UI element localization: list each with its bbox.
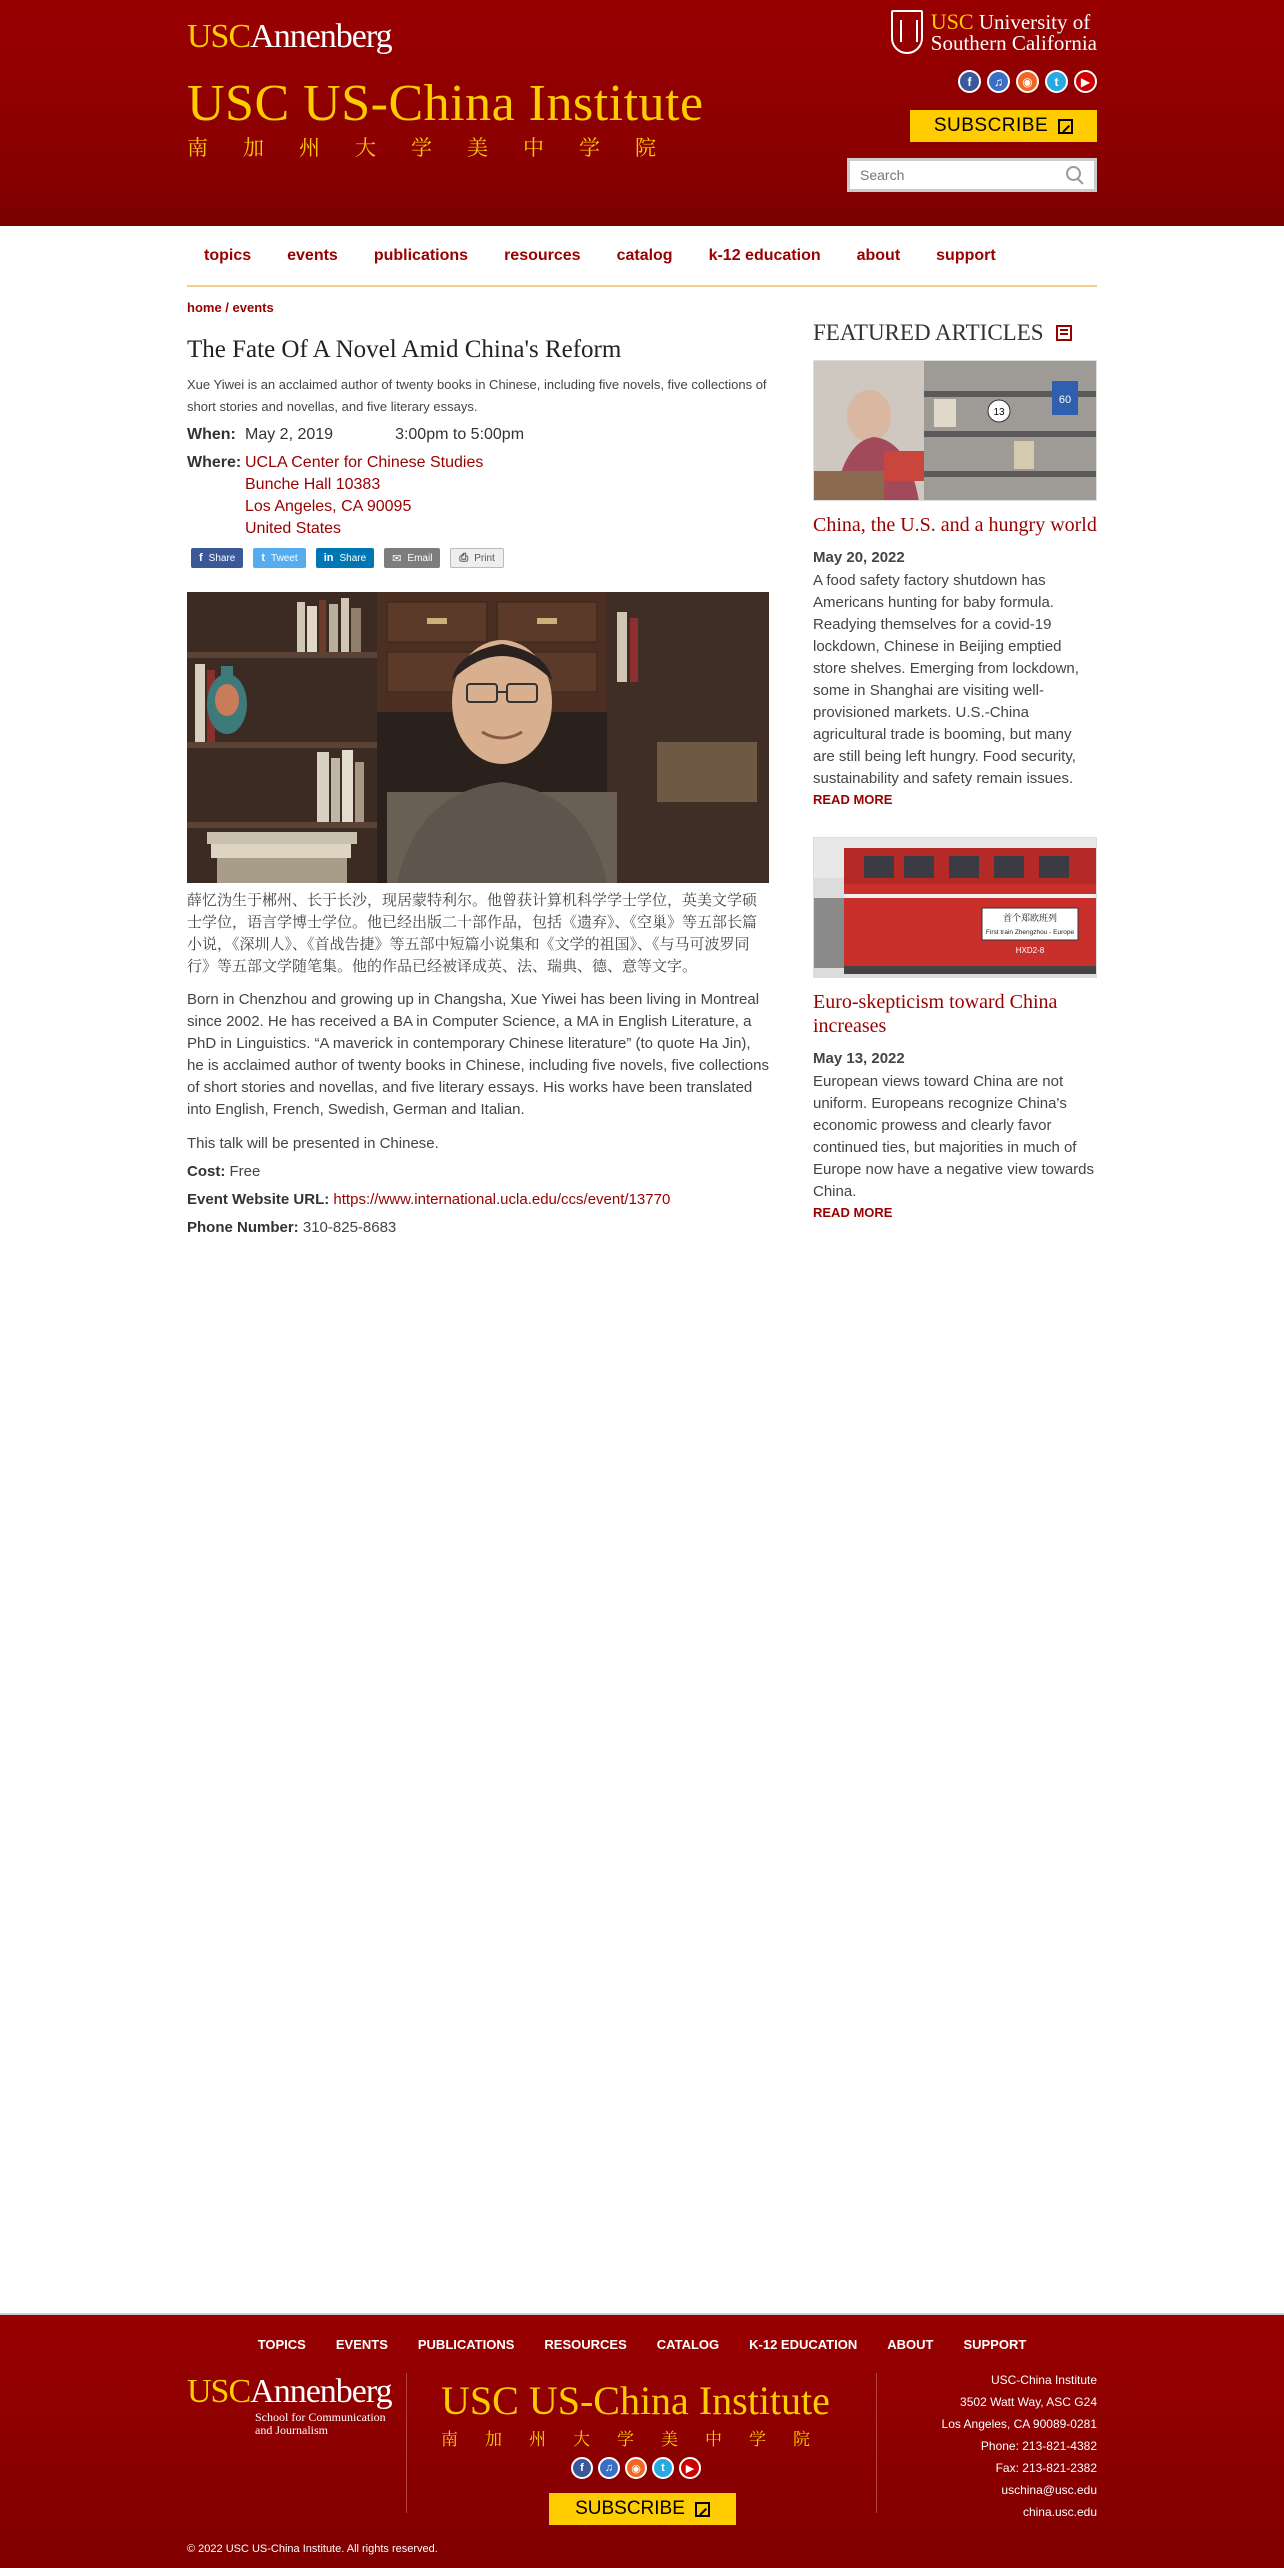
email-icon: ✉ <box>392 552 402 565</box>
print-icon: ⎙ <box>459 551 469 564</box>
itunes-icon[interactable]: ♫ <box>987 70 1010 93</box>
author-bio-english: Born in Chenzhou and growing up in Changsha, Xue Yiwei has been living in Montreal since 2002. He has received a BA in Computer Science, a MA in English Literature, a PhD in Linguistics. “A maverick in contemporary Chinese literature” (to quote Ha Jin), he is acclaimed author of twenty books in Chinese, including five novels, five collections of short stories and novellas, and five literary essays. His works have been translated into English, French, Swedish, German and Italian. <box>187 991 769 1118</box>
featured-article-image[interactable] <box>813 360 1097 501</box>
footer-institute <box>407 2373 877 2519</box>
footer-nav-topics[interactable]: TOPICS <box>257 2337 306 2352</box>
footer-nav-resources[interactable]: RESOURCES <box>544 2337 627 2352</box>
footer-nav-catalog[interactable]: CATALOG <box>656 2337 720 2352</box>
where-label: Where: <box>187 454 242 471</box>
usc-shield-icon <box>891 10 923 54</box>
footer-annenberg-logo[interactable] <box>187 2373 407 2513</box>
footer-subscribe-button[interactable] <box>549 2493 736 2525</box>
edit-icon <box>1058 119 1073 134</box>
main-nav <box>187 226 1097 287</box>
institute-title[interactable]: USC US-China Institute <box>187 75 704 132</box>
featured-article-date: May 20, 2022 <box>813 549 905 566</box>
footer-nav-about[interactable]: ABOUT <box>887 2337 934 2352</box>
supermarket-shelves-illustration <box>814 361 1097 501</box>
phone-field <box>187 1217 769 1239</box>
event-url-link[interactable]: https://www.international.ucla.edu/ccs/event/13770 <box>333 1191 671 1208</box>
featured-article-title[interactable]: China, the U.S. and a hungry world <box>813 514 1097 536</box>
event-url-field <box>187 1189 769 1211</box>
nav-item-topics[interactable]: topics <box>204 246 252 264</box>
rss-icon[interactable]: ◉ <box>1016 70 1039 93</box>
site-header <box>0 0 1284 226</box>
cost-label: Cost: <box>187 1163 226 1180</box>
nav-item-events[interactable]: events <box>287 246 338 264</box>
footer-institute-chinese: 南加州大学美中学院 <box>441 2430 837 2450</box>
share-bar <box>191 548 769 568</box>
search-icon[interactable] <box>1066 166 1084 184</box>
featured-article-date: May 13, 2022 <box>813 1050 905 1067</box>
nav-item-about[interactable]: about <box>856 246 901 264</box>
itunes-icon[interactable]: ♫ <box>598 2457 620 2479</box>
footer-annenberg-subtitle-2: and Journalism <box>255 2423 328 2437</box>
rss-icon[interactable]: ◉ <box>625 2457 647 2479</box>
footer-annenberg-wordmark <box>187 2373 406 2411</box>
train-illustration <box>814 838 1097 978</box>
train-number: HXD2-8 <box>1015 946 1045 955</box>
twitter-icon: t <box>261 552 266 564</box>
where-line[interactable]: United States <box>245 520 342 537</box>
author-bio-chinese: 薛忆沩生于郴州、长于长沙，现居蒙特利尔。他曾获计算机科学学士学位，英美文学硕士学位，语言学博士学位。他已经出版二十部作品，包括《遗弃》、《空巢》等五部长篇小说，《深圳人》、《首战告捷》等五部中短篇小说集和《文学的祖国》、《与马可波罗同行》等五部文学随笔集。他的作品已经被译成英、法、瑞典、德、意等文字。 <box>187 891 758 975</box>
email-share-button[interactable] <box>384 548 440 568</box>
contact-fax: Fax: 213-821-2382 <box>995 2461 1097 2475</box>
footer-annenberg-subtitle-1: School for Communication <box>255 2410 386 2424</box>
header-social-links <box>958 70 1097 93</box>
featured-article-title[interactable]: Euro-skepticism toward China increases <box>813 991 1058 1037</box>
event-summary: Xue Yiwei is an acclaimed author of twenty books in Chinese, including five novels, five collections of short stories and novellas, and five literary essays. <box>187 377 767 414</box>
event-article <box>187 336 769 1239</box>
usc-logo[interactable] <box>891 10 1097 54</box>
where-line[interactable]: Los Angeles, CA 90095 <box>245 498 412 515</box>
breadcrumb[interactable]: home / events <box>187 300 274 315</box>
featured-article-image[interactable] <box>813 837 1097 978</box>
facebook-icon[interactable]: f <box>958 70 981 93</box>
event-when <box>187 424 769 446</box>
train-sign-english: First train Zhengzhou - Europe <box>985 929 1075 936</box>
subscribe-button[interactable] <box>910 110 1097 142</box>
read-more-link[interactable]: READ MORE <box>813 792 893 807</box>
footer-contact <box>942 2369 1097 2523</box>
when-label: When: <box>187 426 236 443</box>
contact-city: Los Angeles, CA 90089-0281 <box>941 2417 1097 2431</box>
featured-sidebar <box>813 320 1097 1220</box>
twitter-icon[interactable]: t <box>652 2457 674 2479</box>
event-where <box>187 452 769 540</box>
copyright: © 2022 USC US-China Institute. All rights reserved. <box>187 2543 438 2555</box>
nav-item-support[interactable]: support <box>936 246 996 264</box>
featured-article <box>813 360 1097 807</box>
talk-language-note: This talk will be presented in Chinese. <box>187 1135 439 1152</box>
institute-chinese-title: 南加州大学美中学院 <box>187 136 691 160</box>
usc-logo-line1: University of <box>978 9 1091 34</box>
subscribe-label: SUBSCRIBE <box>933 115 1049 136</box>
featured-heading-text: FEATURED ARTICLES <box>813 320 1044 345</box>
phone-label: Phone Number: <box>187 1219 299 1236</box>
contact-phone: Phone: 213-821-4382 <box>980 2439 1097 2453</box>
footer-nav-support[interactable]: SUPPORT <box>963 2337 1027 2352</box>
facebook-icon[interactable]: f <box>571 2457 593 2479</box>
featured-article-summary: European views toward China are not uniform. Europeans recognize China's economic prowess and clearly favor continued ties, but majorities in much of Europe now have a negative view towards China. <box>813 1073 1095 1200</box>
youtube-icon[interactable]: ▶ <box>679 2457 701 2479</box>
footer-annenberg-usc: USC <box>187 2373 251 2410</box>
usc-logo-abbrev: USC <box>930 8 974 34</box>
train-sign-chinese: 首个郑欧班列 <box>1002 914 1058 924</box>
contact-website[interactable]: china.usc.edu <box>1022 2505 1097 2519</box>
share-label: Share <box>208 552 236 564</box>
linkedin-icon: in <box>323 552 334 564</box>
search-box <box>847 158 1097 192</box>
footer-subscribe-label: SUBSCRIBE <box>575 2498 685 2519</box>
author-photo <box>187 592 769 883</box>
usc-logo-line2: Southern California <box>930 30 1097 55</box>
share-label: Email <box>407 552 433 564</box>
print-button[interactable] <box>450 548 503 568</box>
nav-item-publications[interactable]: publications <box>373 246 469 264</box>
featured-list-icon[interactable] <box>1056 325 1072 341</box>
edit-icon <box>695 2502 710 2517</box>
event-date: May 2, 2019 <box>245 426 334 443</box>
featured-article <box>813 837 1097 1220</box>
cost-value: Free <box>229 1163 261 1180</box>
site-footer <box>0 2313 1284 2568</box>
author-photo-illustration <box>187 592 769 883</box>
footer-nav <box>0 2337 1284 2352</box>
youtube-icon[interactable]: ▶ <box>1074 70 1097 93</box>
facebook-share-button[interactable] <box>191 548 243 568</box>
annenberg-logo[interactable] <box>187 18 392 58</box>
nav-item-catalog[interactable]: catalog <box>616 246 673 264</box>
event-time: 3:00pm to 5:00pm <box>395 426 525 443</box>
nav-item-resources[interactable]: resources <box>504 246 581 264</box>
where-line[interactable]: UCLA Center for Chinese Studies <box>245 454 484 471</box>
linkedin-share-button[interactable] <box>316 548 374 568</box>
twitter-icon[interactable]: t <box>1045 70 1068 93</box>
share-label: Tweet <box>271 552 298 564</box>
facebook-icon: f <box>199 552 203 564</box>
annenberg-logo-name: Annenberg <box>250 18 392 55</box>
twitter-share-button[interactable] <box>253 548 305 568</box>
search-input[interactable] <box>860 167 1066 183</box>
contact-email[interactable]: uschina@usc.edu <box>1001 2483 1097 2497</box>
shelf-price-text: 60 <box>1058 394 1072 406</box>
page-title: The Fate Of A Novel Amid China's Reform <box>187 336 622 363</box>
featured-heading <box>813 320 1097 346</box>
footer-nav-events[interactable]: EVENTS <box>335 2337 388 2352</box>
featured-article-summary: A food safety factory shutdown has Americans hunting for baby formula. Readying themselves for a covid-19 lockdown, Chinese in Beijing emptied store shelves. Emerging from lockdown, some in Shanghai are visiting well-provisioned markets. U.S.-China agricultural trade is booming, but many are still being left hungry. Food security, sustainability and safety remain issues. <box>813 572 1079 787</box>
footer-social-links <box>571 2457 701 2479</box>
phone-value: 310-825-8683 <box>302 1219 397 1236</box>
footer-annenberg-name: Annenberg <box>250 2373 392 2410</box>
footer-institute-title[interactable]: USC US-China Institute <box>441 2378 830 2423</box>
footer-nav-publications[interactable]: PUBLICATIONS <box>417 2337 515 2352</box>
contact-address: 3502 Watt Way, ASC G24 <box>960 2395 1097 2409</box>
contact-name: USC-China Institute <box>990 2373 1097 2387</box>
share-label: Print <box>474 552 495 564</box>
shelf-tag-text: 13 <box>993 407 1005 418</box>
share-label: Share <box>339 552 367 564</box>
annenberg-logo-usc: USC <box>187 18 251 55</box>
footer-nav-k12-education[interactable]: K-12 EDUCATION <box>749 2337 858 2352</box>
cost-field <box>187 1161 769 1183</box>
where-line[interactable]: Bunche Hall 10383 <box>245 476 381 493</box>
nav-item-k12-education[interactable]: k-12 education <box>708 246 821 264</box>
read-more-link[interactable]: READ MORE <box>813 1205 893 1220</box>
usc-logo-text <box>930 8 1097 55</box>
event-url-label: Event Website URL: <box>187 1191 330 1208</box>
